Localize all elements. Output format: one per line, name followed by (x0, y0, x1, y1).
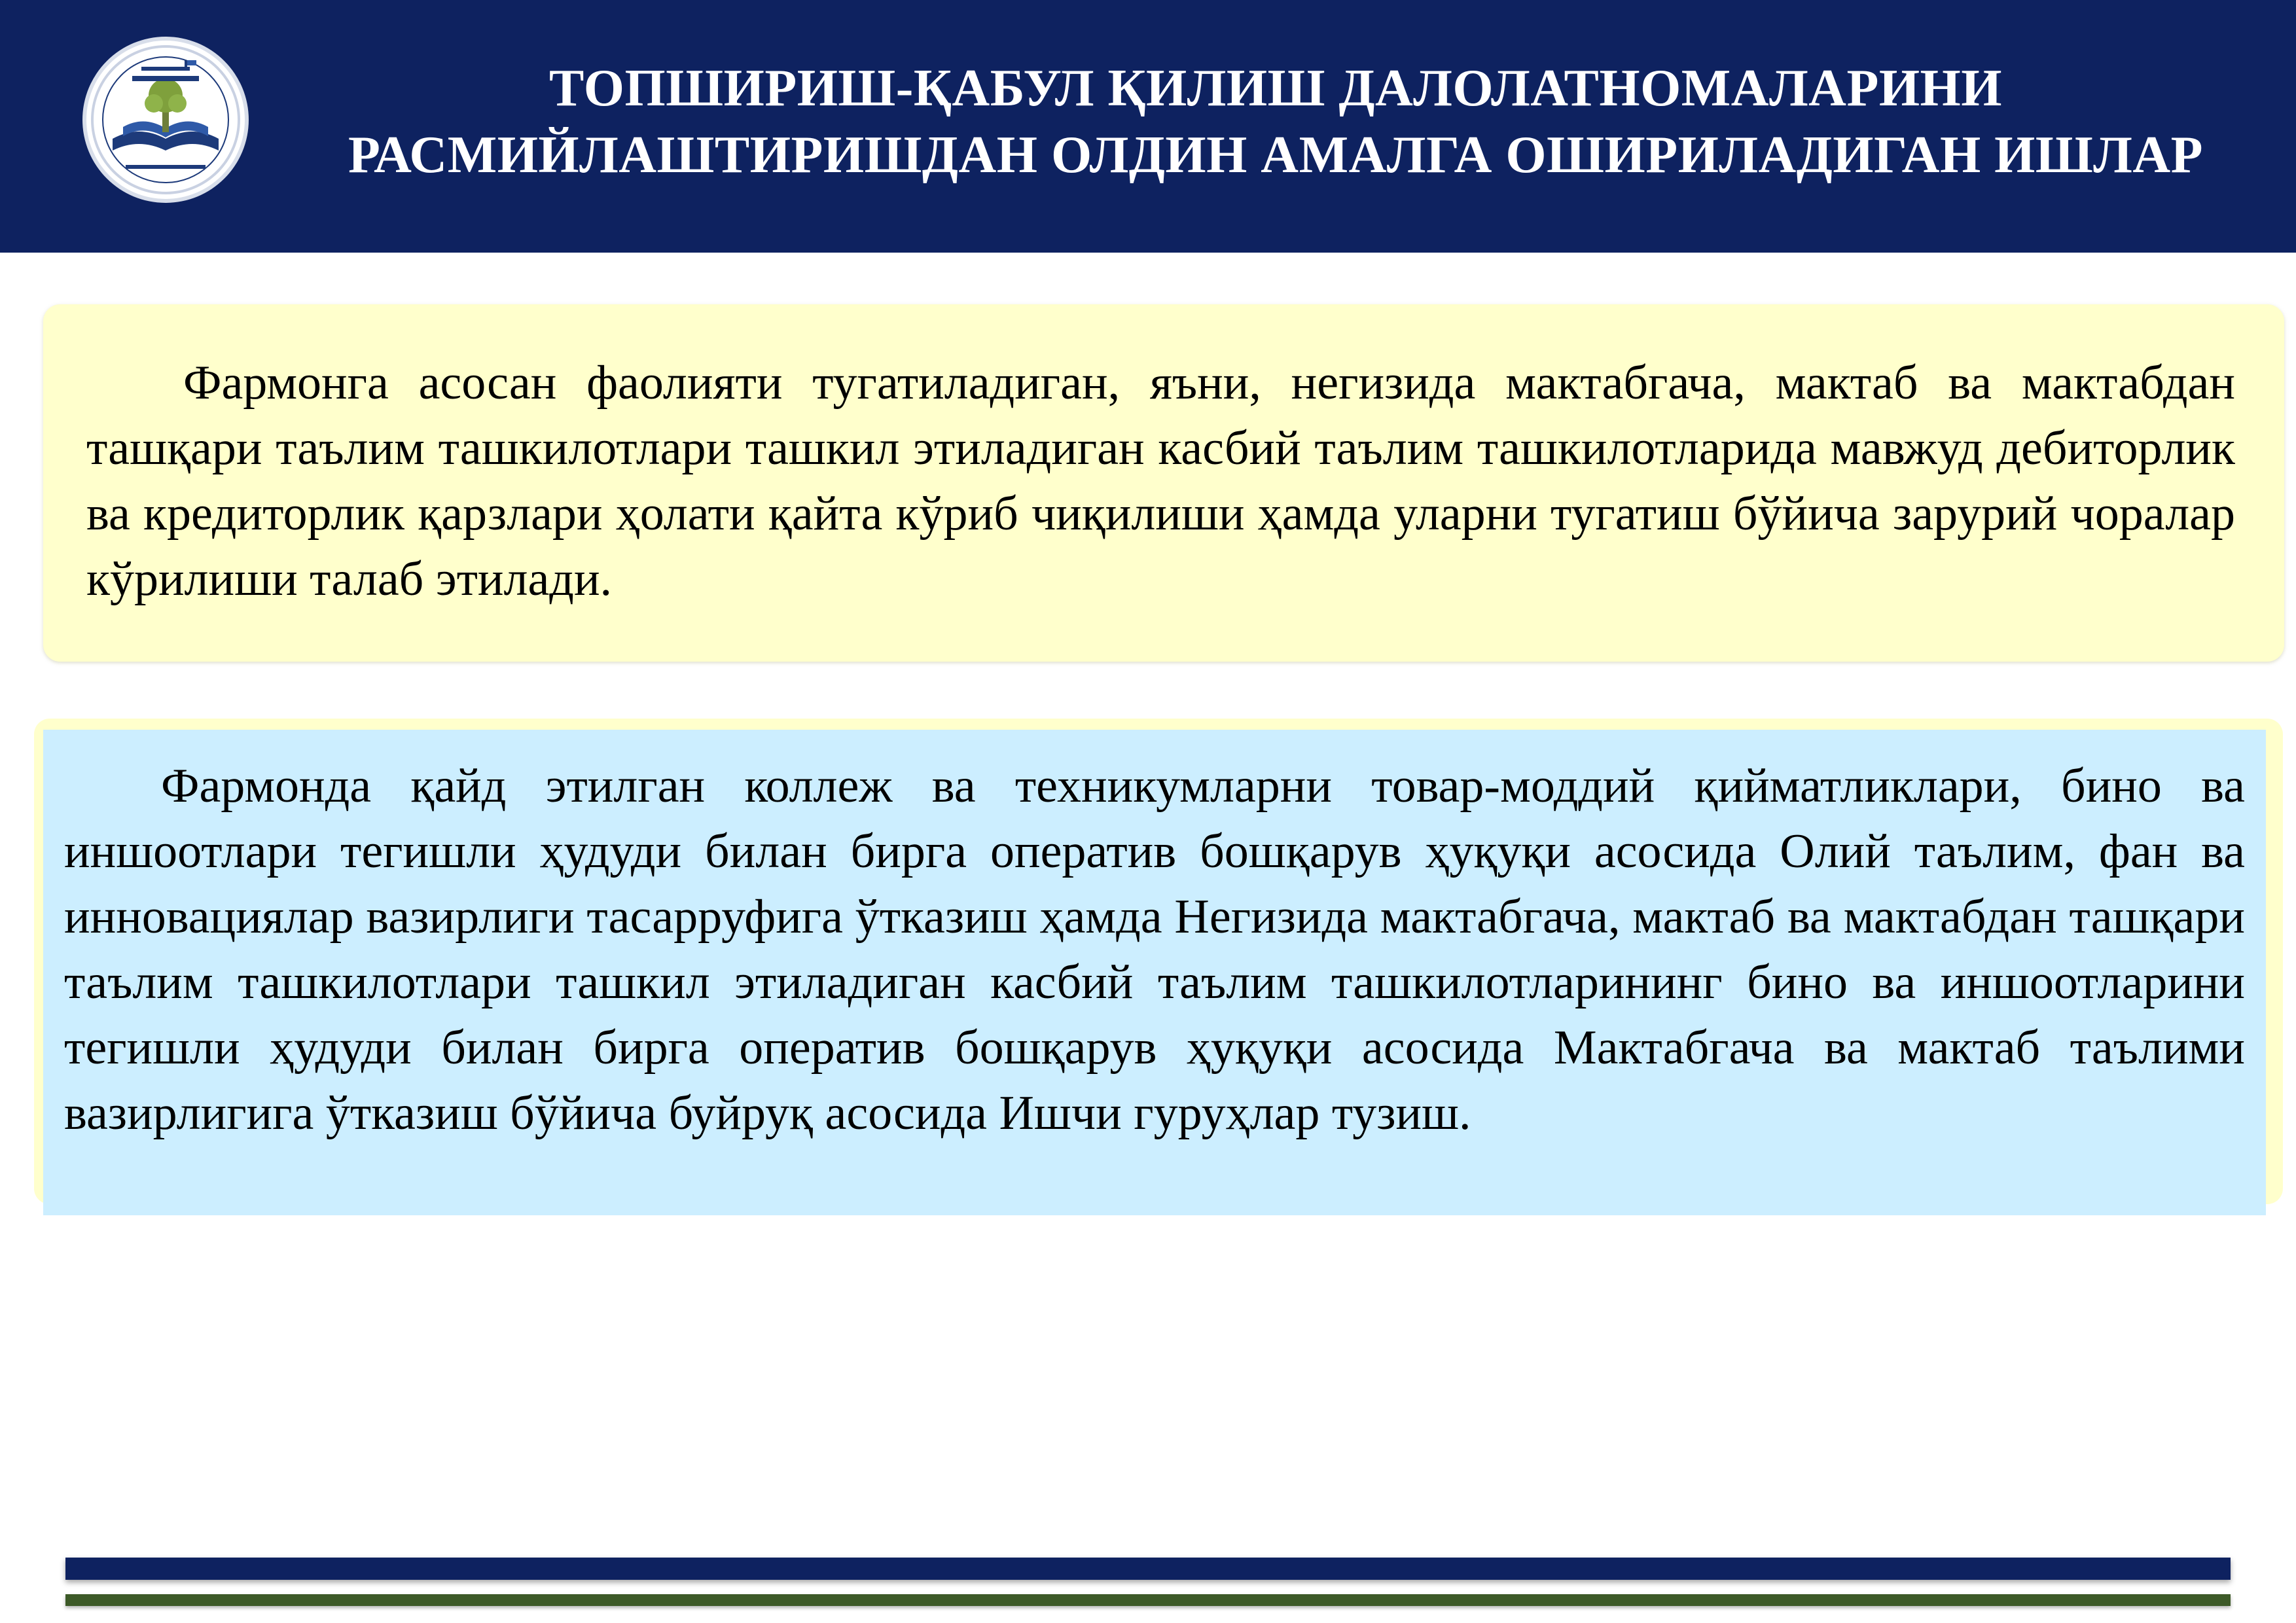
slide-header (0, 0, 2296, 253)
text-block-debts (43, 304, 2284, 662)
page-title (281, 55, 2270, 188)
footer-bar-green (65, 1594, 2231, 1606)
footer-bar-navy (65, 1558, 2231, 1580)
text-block-transfer-paragraph: Фармонда қайд этилган коллеж ва техникумларни товар-моддий қийматликлари, бино ва иншоотлари тегишли ҳудуди билан бирга оператив бошқарув ҳуқуқи асосида Олий таълим, фан ва инновациялар вазирлиги тасарруфига ўтказиш ҳамда Негизида мактабгача, мактаб ва мактабдан ташқари таълим ташкилотлари ташкил этиладиган касбий таълим ташкилотларининг бино ва иншоотларини тегишли ҳудуди билан бирга оператив бошқарув ҳуқуқи асосида Мактабгача ва мактаб таълими вазирлигига ўтказиш бўйича буйруқ асосида Ишчи гуруҳлар тузиш. (64, 759, 2245, 1140)
text-block-transfer (43, 730, 2266, 1215)
institution-emblem-icon (86, 41, 245, 199)
title-line-2: РАСМИЙЛАШТИРИШДАН ОЛДИН АМАЛГА ОШИРИЛАДИГАН ИШЛАР (348, 126, 2203, 184)
text-block-debts-paragraph: Фармонга асосан фаолияти тугатиладиган, яъни, негизида мактабгача, мактаб ва мактабдан ташқари таълим ташкилотлари ташкил этиладиган касбий таълим ташкилотларида мавжуд дебиторлик ва кредиторлик қарзлари ҳолати қайта кўриб чиқилиши ҳамда уларни тугатиш бўйича зарурий чоралар кўрилиши талаб этилади. (86, 356, 2235, 606)
title-line-1: ТОПШИРИШ-ҚАБУЛ ҚИЛИШ ДАЛОЛАТНОМАЛАРИНИ (548, 60, 2002, 117)
